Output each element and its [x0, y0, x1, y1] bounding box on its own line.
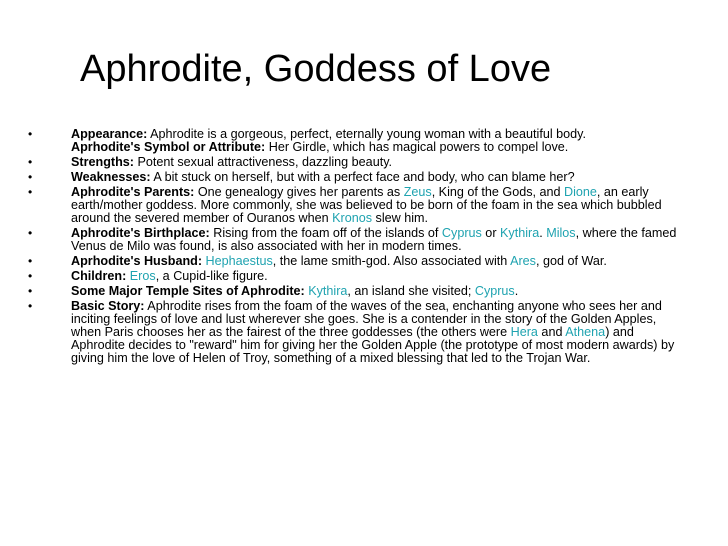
bullet-label: Strengths:	[71, 155, 134, 169]
bullet-label: Aphrodite's Birthplace:	[71, 226, 210, 240]
bullet-text: , an island she visited;	[347, 284, 475, 298]
bullet-label: Basic Story:	[71, 299, 145, 313]
bullet-text: or	[481, 226, 501, 240]
bullet-text: Potent sexual attractiveness, dazzling beauty.	[133, 155, 393, 169]
link-ares[interactable]: Ares	[510, 254, 536, 268]
bullet-husband	[28, 255, 688, 268]
bullet-dot-icon: •	[28, 254, 33, 268]
link-dione[interactable]: Dione	[564, 185, 597, 199]
bullet-text: , an early earth/mother goddess. More commonly, she was believed to be born of the foam in the sea which bubbled around the severed member of Ouranos when	[71, 185, 662, 225]
bullet-text: ) and Aphrodite decides to "reward" him for giving her the Golden Apple (the prototype of most modern awards) by giving him the love of Helen of Troy, something of a mixed blessing that led to the Trojan War.	[71, 325, 675, 365]
bullet-label: Children:	[71, 269, 127, 283]
link-milos[interactable]: Milos	[546, 226, 576, 240]
bullet-text: Aphrodite rises from the foam of the waves of the sea, enchanting anyone who sees her and inciting feelings of love and lust wherever she goes. She is a contender in the story of the Golden Apples, when Paris chooses her as the fairest of the three goddesses (the others were	[71, 299, 662, 339]
bullet-text: , a Cupid-like figure.	[155, 269, 268, 283]
link-cyprus[interactable]: Cyprus	[441, 226, 482, 240]
slide-title: Aphrodite, Goddess of Love	[80, 48, 552, 90]
bullet-dot-icon: •	[28, 299, 33, 313]
link-cyprus[interactable]: Cyprus	[474, 284, 515, 298]
bullet-dot-icon: •	[28, 127, 33, 141]
link-kythira[interactable]: Kythira	[308, 284, 348, 298]
bullet-label: Appearance:	[71, 127, 148, 141]
bullet-weaknesses	[28, 171, 688, 184]
link-zeus[interactable]: Zeus	[403, 185, 432, 199]
link-hephaestus[interactable]: Hephaestus	[205, 254, 273, 268]
bullet-temple-sites	[28, 285, 688, 298]
bullet-text: .	[539, 226, 547, 240]
bullet-text: , King of the Gods, and	[431, 185, 565, 199]
bullet-label: Weaknesses:	[71, 170, 151, 184]
bullet-text: , where the famed Venus de Milo was found, is also associated with her in modern times.	[71, 226, 677, 253]
bullet-dot-icon: •	[28, 185, 33, 199]
bullet-strengths	[28, 156, 688, 169]
bullet-label: Some Major Temple Sites of Aphrodite:	[71, 284, 305, 298]
bullet-text: , god of War.	[535, 254, 607, 268]
bullet-dot-icon: •	[28, 226, 33, 240]
bullet-children	[28, 270, 688, 283]
link-athena[interactable]: Athena	[565, 325, 606, 339]
bullet-basic-story	[28, 300, 688, 365]
bullet-text: slew him.	[372, 211, 429, 225]
link-kythira[interactable]: Kythira	[500, 226, 540, 240]
bullet-list	[28, 128, 688, 367]
bullet-text: Rising from the foam off of the islands of	[209, 226, 442, 240]
link-kronos[interactable]: Kronos	[332, 211, 373, 225]
bullet-birthplace	[28, 227, 688, 253]
bullet-label: Aprhodite's Symbol or Attribute:	[71, 140, 266, 154]
bullet-dot-icon: •	[28, 284, 33, 298]
bullet-dot-icon: •	[28, 155, 33, 169]
bullet-text: A bit stuck on herself, but with a perfect face and body, who can blame her?	[150, 170, 575, 184]
bullet-appearance	[28, 128, 688, 154]
bullet-text: Aphrodite is a gorgeous, perfect, eternally young woman with a beautiful body.	[147, 127, 587, 141]
bullet-text: and	[537, 325, 566, 339]
bullet-text: Her Girdle, which has magical powers to compel love.	[265, 140, 569, 154]
bullet-dot-icon: •	[28, 269, 33, 283]
link-eros[interactable]: Eros	[129, 269, 156, 283]
bullet-parents	[28, 186, 688, 225]
bullet-label: Aphrodite's Parents:	[71, 185, 195, 199]
bullet-text: , the lame smith-god. Also associated with	[272, 254, 511, 268]
link-hera[interactable]: Hera	[510, 325, 538, 339]
bullet-text: .	[514, 284, 519, 298]
bullet-text: One genealogy gives her parents as	[194, 185, 404, 199]
bullet-label: Aprhodite's Husband:	[71, 254, 203, 268]
bullet-dot-icon: •	[28, 170, 33, 184]
